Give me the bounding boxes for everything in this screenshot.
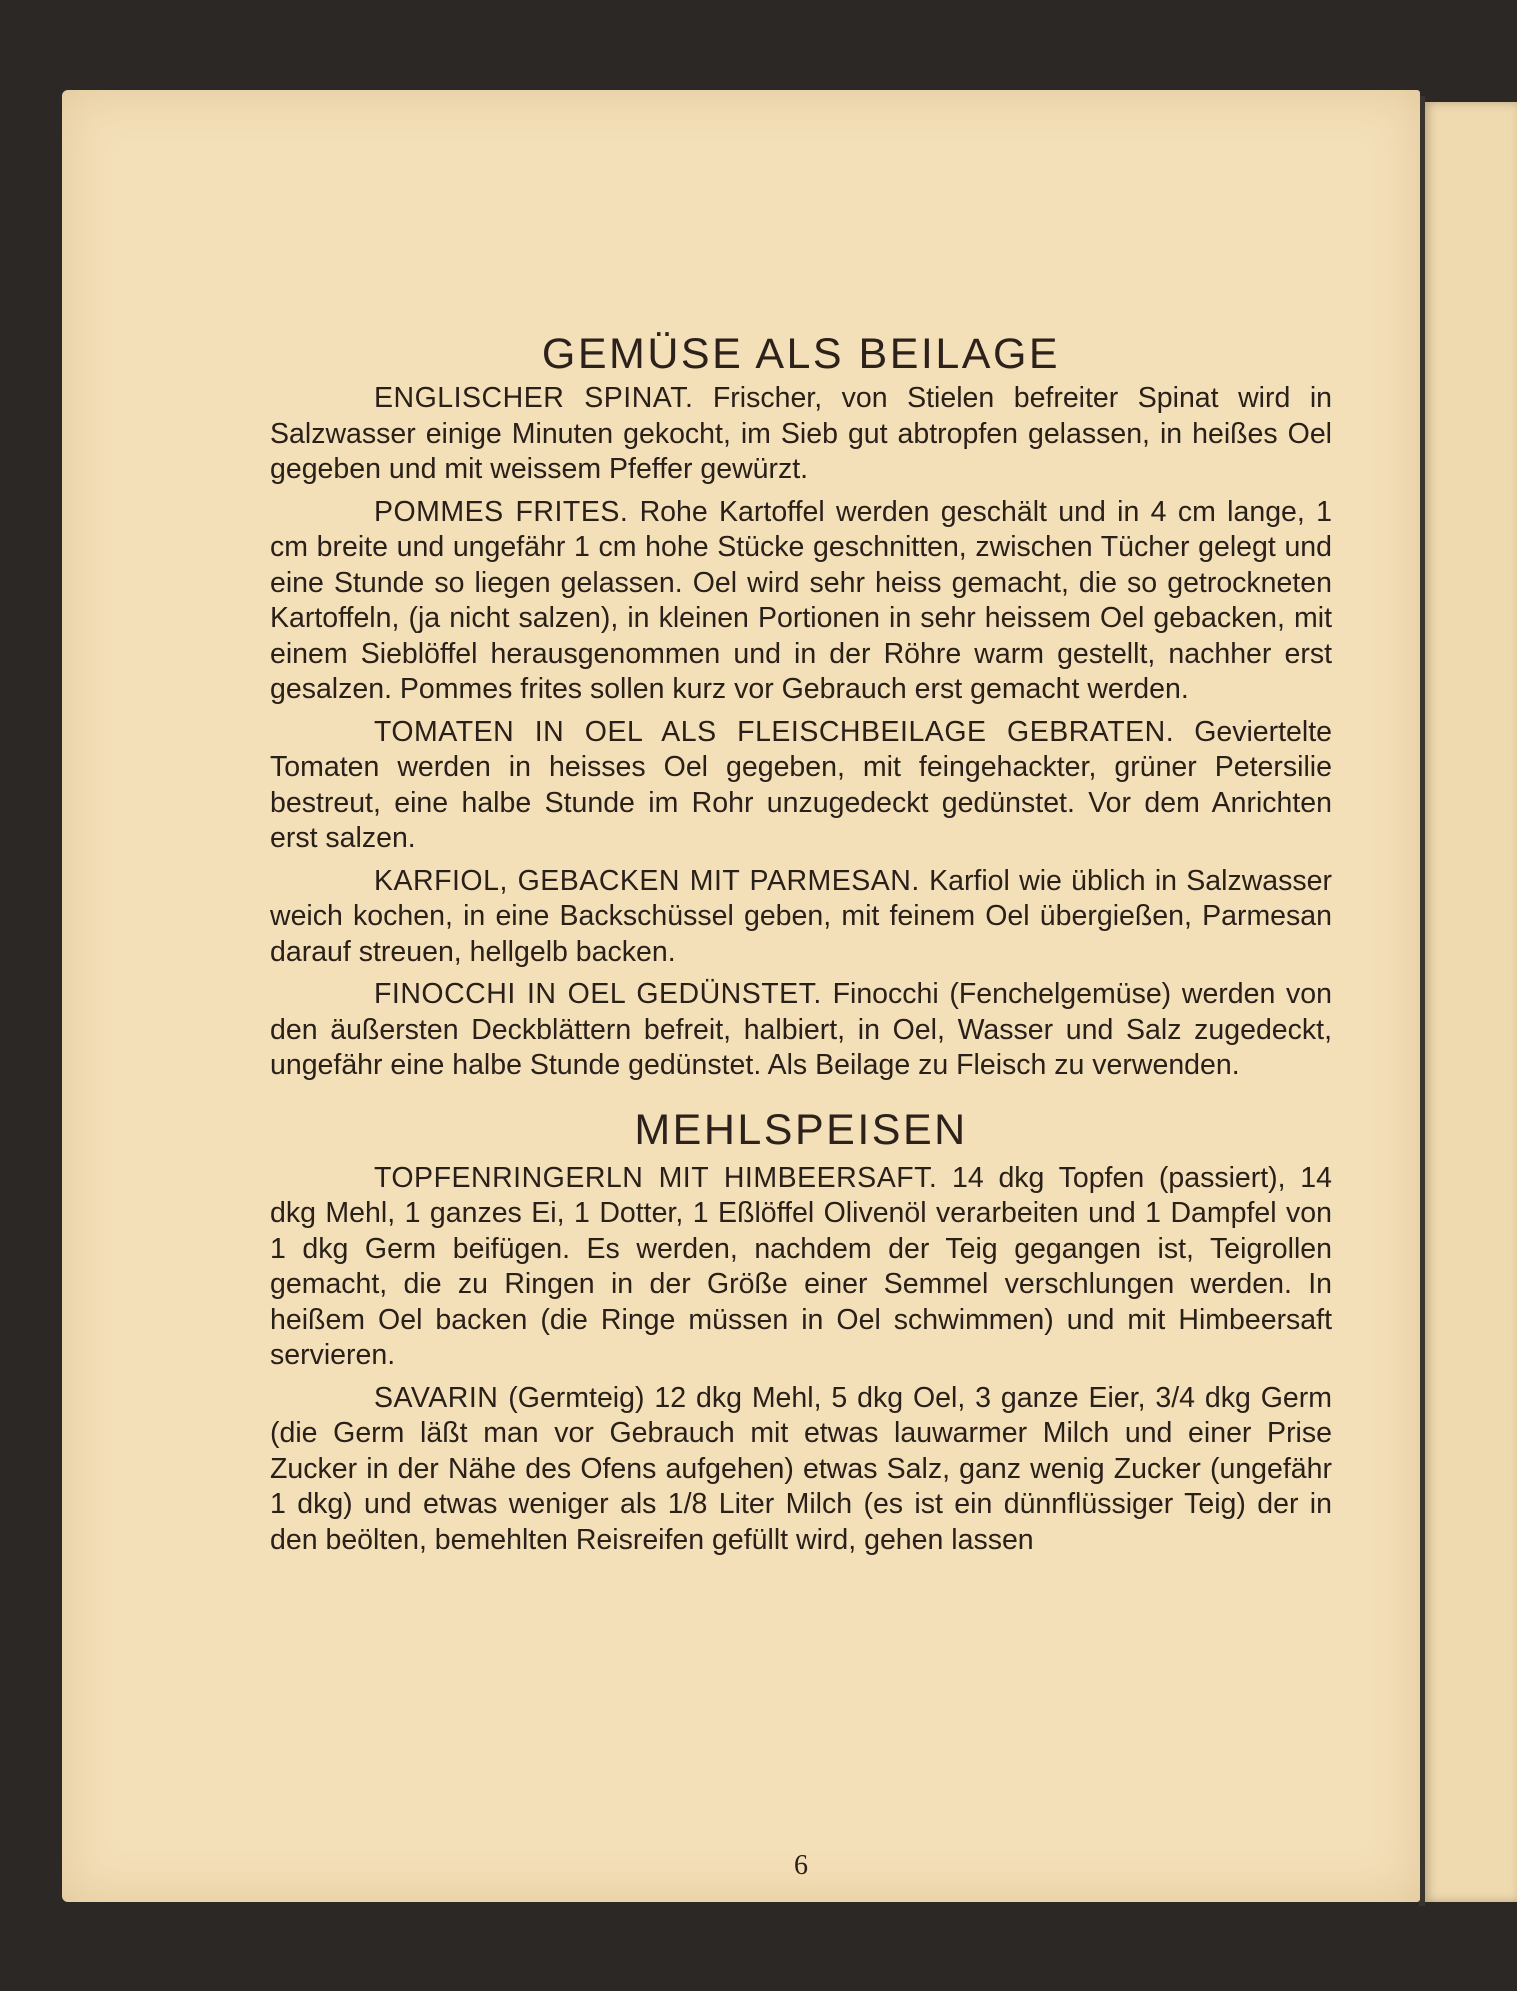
- recipe-title: POMMES FRITES.: [374, 495, 629, 528]
- recipe-text: (Germteig) 12 dkg Mehl, 5 dkg Oel, 3 ganze Eier, 3/4 dkg Germ (die Germ läßt man vor Gebrauch mit etwas lauwarmer Milch und einer Prise Zucker in der Nähe des Ofens aufgehen) etwas Salz, ganz wenig Zucker (ungefähr 1 dkg) und etwas weniger als 1/8 Liter Milch (es ist ein dünnflüssiger Teig) der in den beölten, bemehlten Reisreifen gefüllt wird, gehen lassen: [270, 1381, 1332, 1556]
- recipe-savarin: [270, 1381, 1332, 1559]
- recipe-topfenringerln: [270, 1161, 1332, 1374]
- page-content: [270, 330, 1333, 1881]
- recipe-title: FINOCCHI IN OEL GEDÜNSTET.: [374, 978, 822, 1010]
- section-heading-mehlspeisen: MEHLSPEISEN: [634, 1105, 968, 1154]
- recipe-title: TOMATEN IN OEL ALS FLEISCHBEILAGE GEBRATEN.: [374, 715, 1175, 748]
- page-number: 6: [794, 1850, 808, 1881]
- recipe-text: 14 dkg Topfen (passiert), 14 dkg Mehl, 1 ganzes Ei, 1 Dotter, 1 Eßlöffel Olivenöl verarbeiten und 1 Dampfel von 1 dkg Germ beifügen. Es werden, nachdem der Teig gegangen ist, Teigrollen gemacht, die zu Ringen in der Größe einer Semmel verschlungen werden. In heißem Oel backen (die Ringe müssen in Oel schwimmen) und mit Himbeersaft servieren.: [270, 1161, 1333, 1371]
- recipe-englischer-spinat: [270, 381, 1332, 488]
- recipe-title: TOPFENRINGERLN MIT HIMBEERSAFT.: [374, 1161, 938, 1194]
- recipe-title: KARFIOL, GEBACKEN MIT PARMESAN.: [374, 864, 920, 897]
- recipe-title: SAVARIN: [374, 1381, 499, 1414]
- recipe-text: Geviertelte Tomaten werden in heisses Oel gegeben, mit feingehackter, grüner Petersilie bestreut, eine halbe Stunde im Rohr unzugedeckt gedünstet. Vor dem Anrichten erst salzen.: [270, 715, 1332, 854]
- recipe-title: ENGLISCHER SPINAT.: [374, 382, 694, 414]
- recipe-text: Frischer, von Stielen befreiter Spinat wird in Salzwasser einige Minuten gekocht, im Sieb gut abtropfen gelassen, in heißes Oel gegeben und mit weissem Pfeffer gewürzt.: [270, 382, 1333, 485]
- recipe-finocchi-in-oel: [270, 977, 1332, 1084]
- section-heading-gemuese: GEMÜSE ALS BEILAGE: [541, 330, 1061, 378]
- recipe-karfiol-gebacken: [270, 864, 1332, 971]
- recipe-text: Finocchi (Fenchelgemüse) werden von den äußersten Deckblättern befreit, halbiert, in Oel, Wasser und Salz zugedeckt, ungefähr eine halbe Stunde gedünstet. Als Beilage zu Fleisch zu verwenden.: [270, 978, 1333, 1081]
- recipe-text: Karfiol wie üblich in Salzwasser weich kochen, in eine Backschüssel geben, mit feinem Oel übergießen, Parmesan darauf streuen, hellgelb backen.: [270, 864, 1332, 968]
- book-page: [62, 90, 1420, 1902]
- recipe-text: Rohe Kartoffel werden geschält und in 4 cm lange, 1 cm breite und ungefähr 1 cm hohe Stücke geschnitten, zwischen Tücher gelegt und eine Stunde so liegen gelassen. Oel wird sehr heiss gemacht, die so getrockneten Kartoffeln, (ja nicht salzen), in kleinen Portionen in sehr heissem Oel gebacken, mit einem Sieblöffel herausgenommen und in der Röhre warm gestellt, nachher erst gesalzen. Pommes frites sollen kurz vor Gebrauch erst gemacht werden.: [270, 495, 1332, 705]
- recipe-pommes-frites: [270, 495, 1332, 708]
- recipe-tomaten-in-oel: [270, 715, 1332, 857]
- adjacent-page-edge: [1424, 102, 1517, 1902]
